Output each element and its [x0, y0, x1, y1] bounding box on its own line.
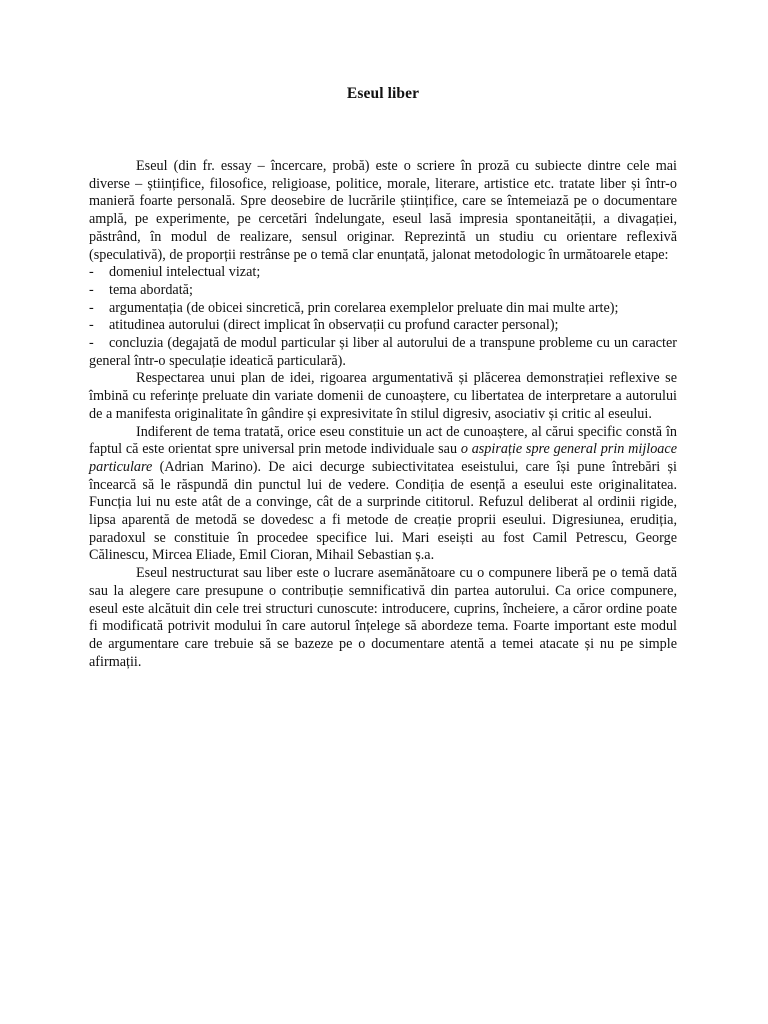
- list-dash: -: [89, 264, 94, 281]
- list-item-text: concluzia (degajată de modul particular și liber al autorului de a transpune probleme cu un caracter general într-o speculație ideatică particulară).: [89, 335, 677, 369]
- list-dash: -: [89, 281, 94, 298]
- list-item-text: tema abordată;: [109, 281, 193, 298]
- document-title: Eseul liber: [346, 85, 420, 102]
- list-dash: -: [89, 317, 94, 334]
- list-item: [89, 335, 677, 370]
- paragraph-knowledge: [89, 424, 677, 566]
- list-item-text: atitudinea autorului (direct implicat în observații cu profund caracter personal);: [109, 317, 559, 334]
- paragraph-text: Indiferent de tema tratată, orice eseu constituie un act de cunoaștere, al cărui specific constă în faptul că este orientat spre universal prin metode individuale sau: [89, 423, 677, 458]
- stages-list: [89, 264, 677, 370]
- quote-italic: o aspirație spre general prin mijloace particulare: [89, 441, 677, 475]
- list-item: [89, 317, 677, 335]
- paragraph-text: (Adrian Marino). De aici decurge subiectivitatea eseistului, care își pune întrebări și încearcă să le răspundă din punctul lui de vedere. Condiția de esență a eseului este originalitatea. Funcția lui nu este atât de a convinge, cât de a surprinde cititorul. Refuzul deliberat al ordinii rigide, lipsa aparentă de metodă se dovedesc a fi metode de creație proprii eseului. Digresiunea, erudiția, paradoxul se constituie în procedee specifice lui. Mari eseiști au fost Camil Petrescu, George Călinescu, Mircea Eliade, Emil Cioran, Mihail Sebastian ș.a.: [89, 458, 677, 564]
- list-dash: -: [89, 335, 94, 352]
- list-item-text: domeniul intelectual vizat;: [109, 264, 261, 281]
- paragraph-intro: Eseul (din fr. essay – încercare, probă) este o scriere în proză cu subiecte dintre cele mai diverse – științifice, filosofice, religioase, politice, morale, literare, artistice etc. tratate liber și într-o manieră foarte personală. Spre deosebire de lucrările științifice, care se întemeiază pe o documentare amplă, pe experimente, pe cercetări îndelungate, eseul lasă impresia spontaneității, a divagației, păstrând, în modul de realizare, sensul originar. Reprezintă un studiu cu orientare reflexivă (speculativă), de proporții restrânse pe o temă clar enunțată, jalonat metodologic în următoarele etape:: [89, 158, 677, 263]
- list-item: [89, 264, 677, 282]
- paragraph-plan: Respectarea unui plan de idei, rigoarea argumentativă și plăcerea demonstrației reflexive se îmbină cu referințe preluate din variate domenii de cunoaștere, cu libertatea de interpretare a autorului de a manifesta originalitate în gândire și expresivitate în stilul digresiv, asociativ și critic al eseului.: [89, 370, 677, 422]
- list-dash: -: [89, 299, 94, 316]
- list-item: [89, 282, 677, 300]
- document-body: [89, 84, 677, 671]
- paragraph-free-essay: Eseul nestructurat sau liber este o lucrare asemănătoare cu o compunere liberă pe o temă dată sau la alegere care presupune o contribuție semnificativă din partea autorului. Ca orice compunere, eseul este alcătuit din cele trei structuri cunoscute: introducere, cuprins, încheiere, a căror ordine poate fi modificată potrivit modului în care autorul înțelege să abordeze tema. Foarte important este modul de argumentare care trebuie să se bazeze pe o documentare atentă a temei atacate și nu pe simple afirmații.: [89, 565, 677, 670]
- list-item: [89, 300, 677, 318]
- list-item-text: argumentația (de obicei sincretică, prin corelarea exemplelor preluate din mai multe arte);: [109, 299, 619, 316]
